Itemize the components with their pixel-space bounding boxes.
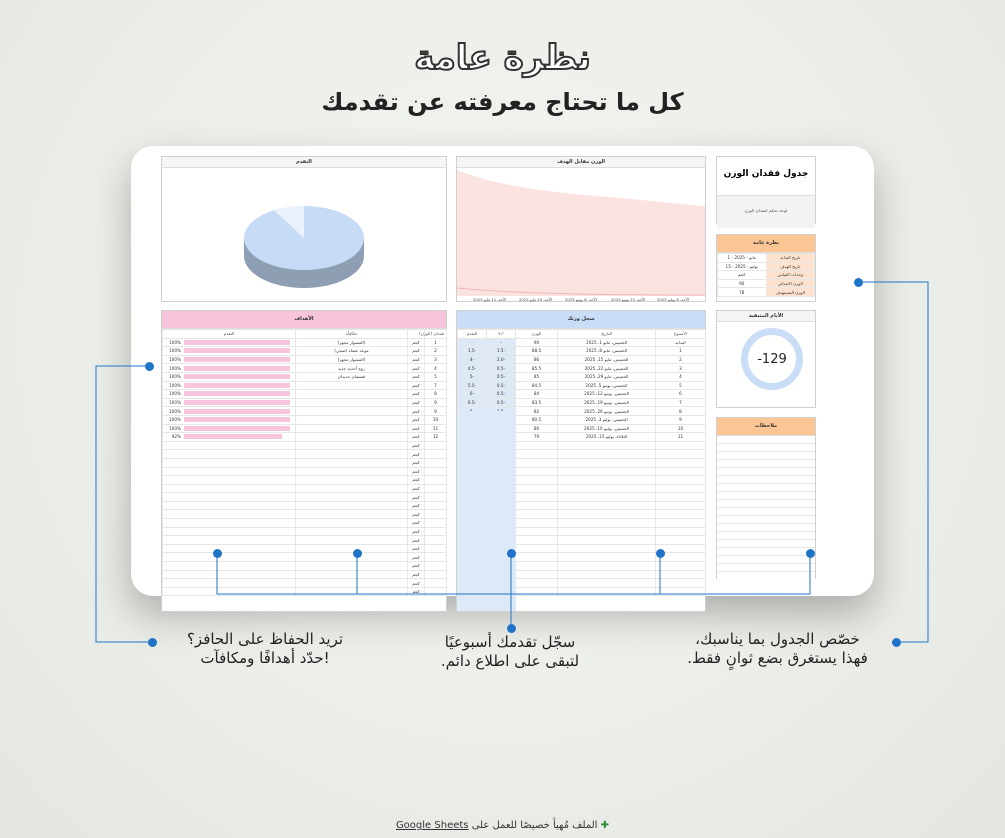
log-cell[interactable]: الخميس، مايو 15، 2025 [558,355,656,364]
goal-unit: كجم [408,476,425,485]
goal-unit: كجم [408,458,425,467]
log-cell[interactable]: 90 [516,338,558,347]
goal-reward[interactable]: (المشوار مجهز) [296,355,408,364]
log-cell[interactable]: الثلاثاء، يوليو 15، 2025 [558,433,656,442]
log-cell[interactable]: الخميس، يونيو 19، 2025 [558,398,656,407]
pie-title: التقدم [162,157,446,168]
overview-value[interactable]: 90 [718,279,767,288]
callout-log-line1: سجّل تقدمك أسبوعيًا [444,633,576,651]
log-cell[interactable]: -1.5 [487,347,516,356]
goal-amount[interactable]: 2 [425,347,447,356]
goals-header: مكافأة [296,330,408,339]
goal-reward[interactable]: موعد عشاء (صحي) [296,347,408,356]
log-cell[interactable]: الخميس، مايو 1، 2025 [558,338,656,347]
log-cell[interactable]: -0.5 [487,398,516,407]
goal-unit: كجم [408,450,425,459]
marker-dot [353,549,362,558]
goal-amount[interactable]: 11 [425,424,447,433]
goal-amount[interactable]: 10 [425,415,447,424]
subline: كل ما تحتاج معرفته عن تقدمك [321,88,684,116]
goals-title: الأهداف [162,311,446,329]
goal-percent: 100% [169,348,181,354]
log-cell[interactable]: -0.5 [487,372,516,381]
goal-unit: كجم [408,562,425,571]
log-cell[interactable]: 2 [656,355,706,364]
log-cell[interactable]: الخميس، يونيو 12، 2025 [558,390,656,399]
marker-dot [145,362,154,371]
log-cell[interactable]: الخميس، مايو 29، 2025 [558,372,656,381]
log-cell[interactable]: -0.5 [487,390,516,399]
log-cell[interactable]: 10 [656,424,706,433]
goal-unit: كجم [408,355,425,364]
log-cell[interactable]: 80.5 [516,415,558,424]
callout-customize [670,630,885,668]
goal-unit: كجم [408,579,425,588]
log-cell[interactable]: 11 [656,433,706,442]
log-cell[interactable]: 82 [516,407,558,416]
goal-unit: كجم [408,536,425,545]
log-cell[interactable]: البداية [656,338,706,347]
days-value: -129 [757,351,787,367]
goal-amount[interactable]: 9 [425,407,447,416]
goals-header: التقدم [163,330,296,339]
overview-title: نظرة عامة [717,235,815,253]
log-header: -/+ [487,330,516,339]
log-cell[interactable]: 9 [656,415,706,424]
log-cell[interactable]: 3 [656,364,706,373]
goal-percent: 100% [169,425,181,431]
goal-unit: كجم [408,407,425,416]
marker-dot [656,549,665,558]
marker-dot [806,549,815,558]
log-cell[interactable]: 85.5 [516,364,558,373]
goal-percent: 100% [169,417,181,423]
marker-dot [148,638,157,647]
log-cell[interactable]: 1 [656,347,706,356]
overview-value[interactable]: كجم [718,271,767,280]
overview-label: الوزن المستهدف [766,288,815,297]
x-tick-5: الأحد، 6 يوليو 2025 [657,297,689,302]
notes-title: ملاحظات [717,418,815,436]
log-cell[interactable]: -4 [458,355,487,364]
goal-amount[interactable]: 7 [425,381,447,390]
days-title: الأيام المتبقية [717,311,815,322]
goal-percent: 100% [169,339,181,345]
goal-amount[interactable]: 12 [425,433,447,442]
goal-unit: كجم [408,493,425,502]
goal-unit: كجم [408,441,425,450]
goal-amount[interactable]: 8 [425,390,447,399]
x-tick-4: الأحد، 22 يونيو 2025 [611,297,646,302]
log-cell[interactable]: -0.5 [487,381,516,390]
callout-goals-line1: تريد الحفاظ على الحافز؟ [186,630,344,648]
goal-unit: كجم [408,424,425,433]
log-cell[interactable]: -6.5 [458,398,487,407]
goal-unit: كجم [408,510,425,519]
log-cell[interactable]: الخميس، مايو 8، 2025 [558,347,656,356]
log-header: التاريخ [558,330,656,339]
x-tick-2: الأحد، 25 مايو 2025 [519,297,553,302]
goal-unit: كجم [408,390,425,399]
log-cell[interactable]: - [458,338,487,347]
goal-unit: كجم [408,544,425,553]
goal-unit: كجم [408,347,425,356]
goal-unit: كجم [408,587,425,596]
goal-unit: كجم [408,372,425,381]
log-header: التقدم [458,330,487,339]
headline: نظرة عامة [414,38,591,78]
goal-unit: كجم [408,570,425,579]
goal-unit: كجم [408,364,425,373]
log-cell[interactable]: -1.5 [458,347,487,356]
log-cell[interactable]: 79 [516,433,558,442]
log-header: الأسبوع [656,330,706,339]
log-cell[interactable]: -0.5 [487,364,516,373]
goal-amount[interactable]: 9 [425,398,447,407]
log-cell[interactable]: 84.5 [516,381,558,390]
log-header: الوزن [516,330,558,339]
log-title: سجل وزنك [457,311,705,329]
goal-unit: كجم [408,433,425,442]
goal-unit: كجم [408,519,425,528]
goal-unit: كجم [408,527,425,536]
log-cell[interactable]: 88.5 [516,347,558,356]
overview-label: الوزن الابتدائي [766,279,815,288]
footer-text: الملف مُهيأ خصيصًا للعمل على [471,820,598,831]
goal-percent: 100% [169,400,181,406]
goal-percent: 100% [169,391,181,397]
callout-log [410,633,610,671]
overview-value[interactable]: 78 [718,288,767,297]
x-tick-1: الأحد، 11 مايو 2025 [473,297,507,302]
log-cell[interactable]: - [487,338,516,347]
callout-customize-line2: فهذا يستغرق بضع ثوانٍ فقط. [687,649,868,667]
marker-dot [507,549,516,558]
log-cell[interactable]: الخميس، يونيو 26، 2025 [558,407,656,416]
goal-percent: 100% [169,382,181,388]
goal-percent: 92% [171,434,181,440]
log-cell[interactable]: 8 [656,407,706,416]
goal-reward[interactable]: زوج أحذية جديد [296,364,408,373]
marker-dot [892,638,901,647]
log-cell[interactable]: 80 [516,424,558,433]
marker-dot [507,624,516,633]
goal-percent: 100% [169,357,181,363]
marker-dot [213,549,222,558]
goal-reward[interactable]: (المشوار مجهز) [296,338,408,347]
callout-log-line2: لتبقى على اطلاع دائم. [440,652,580,670]
overview-label: تاريخ البداية [766,254,815,263]
log-cell[interactable]: الخميس، يوليو 10، 2025 [558,424,656,433]
goal-unit: كجم [408,415,425,424]
log-cell[interactable]: الخميس، يونيو 5، 2025 [558,381,656,390]
log-cell[interactable]: 86 [516,355,558,364]
log-cell[interactable]: -5 [458,372,487,381]
overview-value[interactable]: 15 - يوليو - 2025 [718,262,767,271]
sheet-subtitle: لوحة تحكم لفقدان الوزن [717,196,815,228]
log-cell[interactable]: 4 [656,372,706,381]
goal-percent: 100% [169,408,181,414]
overview-label: تاريخ الهدف [766,262,815,271]
overview-value[interactable]: 1 - مايو - 2025 [718,254,767,263]
log-cell[interactable]: الخميس، يوليو 3، 2025 [558,415,656,424]
log-cell[interactable]: 7 [656,398,706,407]
log-cell[interactable]: -2.0 [487,355,516,364]
goal-unit: كجم [408,381,425,390]
log-cell[interactable]: 6 [656,390,706,399]
log-cell[interactable]: 83.5 [516,398,558,407]
callout-customize-line1: خصّص الجدول بما يناسبك، [695,630,860,648]
log-cell[interactable]: الخميس، مايو 22، 2025 [558,364,656,373]
connector-overview [858,282,928,642]
goal-percent: 100% [169,365,181,371]
goal-reward[interactable]: قميصان جديدان [296,372,408,381]
goal-amount[interactable]: 4 [425,364,447,373]
puzzle-icon: ✚ [600,820,610,831]
x-tick-3: الأحد، 8 يونيو 2025 [565,297,597,302]
callout-goals [165,630,365,668]
goal-amount[interactable]: 3 [425,355,447,364]
goal-unit: كجم [408,501,425,510]
log-cell[interactable]: 84 [516,390,558,399]
goal-amount[interactable]: 1 [425,338,447,347]
goal-amount[interactable]: 5 [425,372,447,381]
log-cell[interactable]: 85 [516,372,558,381]
goal-unit: كجم [408,338,425,347]
overview-label: وحدات القياس [766,271,815,280]
callout-goals-line2: !حدّد أهدافًا ومكافآت [200,649,330,667]
log-cell[interactable]: -5.5 [458,381,487,390]
log-cell[interactable]: -6 [458,390,487,399]
footer-link[interactable]: Google Sheets [395,820,469,831]
connector-bottom [217,553,810,594]
footer [0,820,1005,831]
goal-percent: 100% [169,374,181,380]
sheet-title: جدول فقدان الوزن [717,157,815,196]
goal-unit: كجم [408,553,425,562]
line-title: الوزن مقابل الهدف [457,157,705,168]
connector-goals [96,366,152,642]
marker-dot [854,278,863,287]
goals-header: فقدان (الوزن) [425,330,447,339]
goal-unit: كجم [408,398,425,407]
log-cell[interactable]: 5 [656,381,706,390]
goal-unit: كجم [408,484,425,493]
goal-unit: كجم [408,467,425,476]
log-cell[interactable]: -4.5 [458,364,487,373]
